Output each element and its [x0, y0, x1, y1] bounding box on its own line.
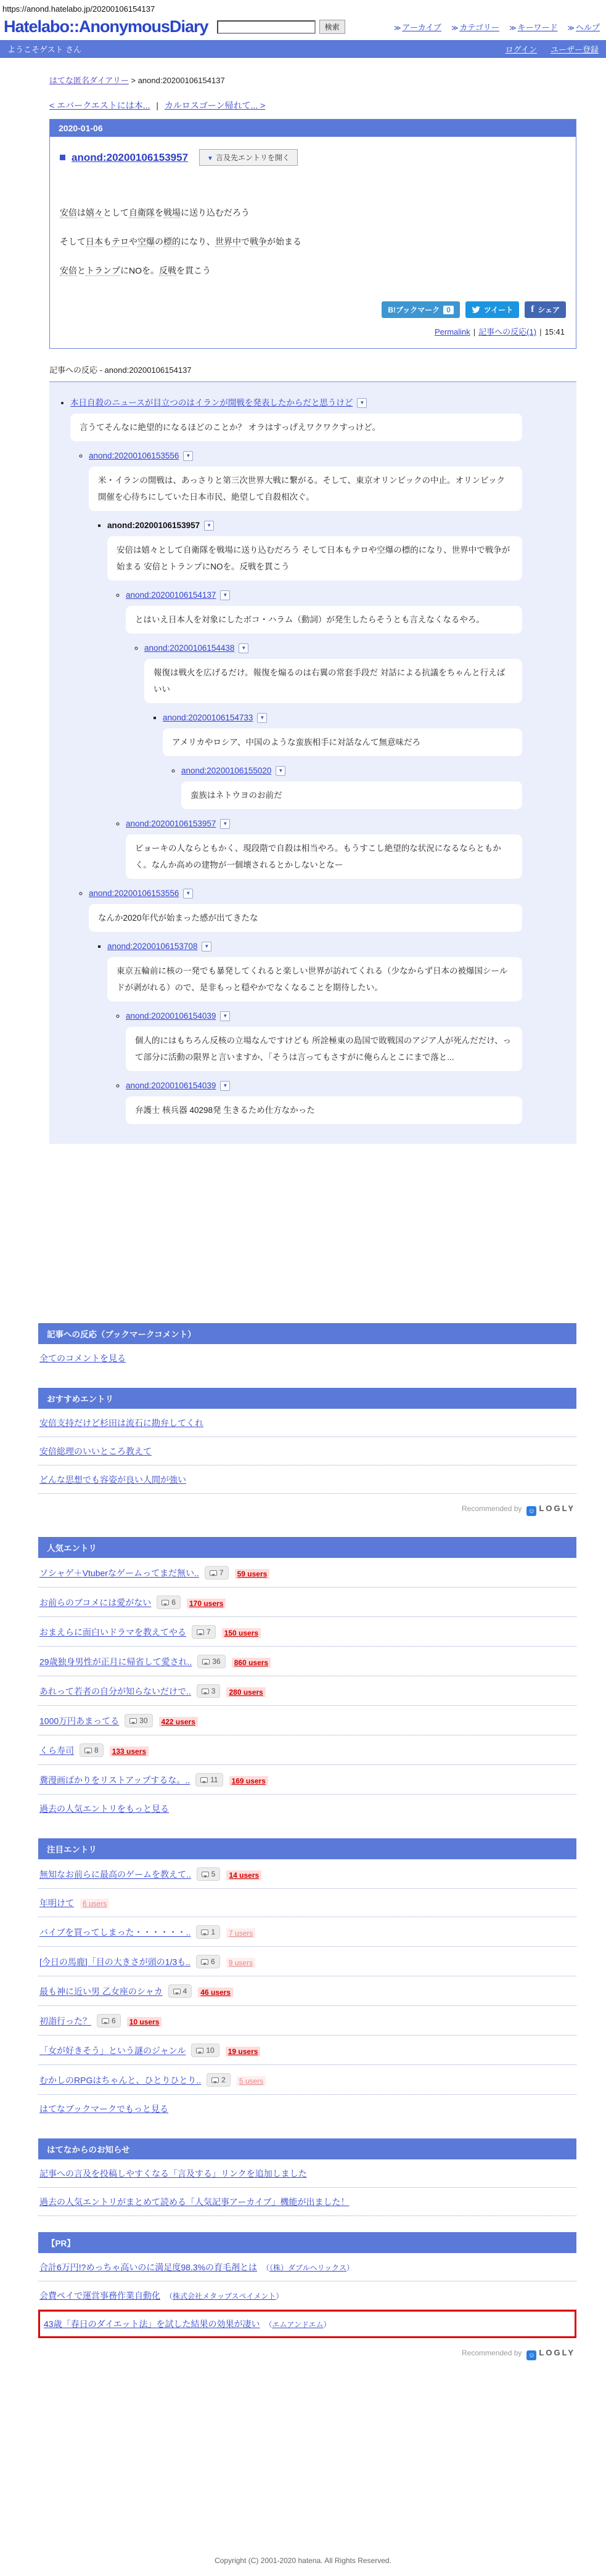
logly-brand: LOGLY: [539, 1504, 575, 1513]
notice-link[interactable]: 過去の人気エントリがまとめて読める「人気記事アーカイブ」機能が出ました！: [39, 2197, 350, 2207]
popular-entry-link[interactable]: おまえらに面白いドラマを教えてやる: [39, 1627, 186, 1637]
pr-entry-link[interactable]: 43歳「春日のダイエット法」を試した結果の効果が凄い: [44, 2319, 260, 2329]
next-entry-link[interactable]: カルロスゴーン帰れて... >: [164, 100, 266, 110]
reaction-node: [70, 396, 571, 1124]
dropdown-toggle-icon[interactable]: ▼: [220, 590, 230, 600]
keyword-link[interactable]: 反戦: [159, 266, 176, 275]
pr-list: [38, 2253, 576, 2338]
permalink-link[interactable]: Permalink: [434, 327, 470, 336]
share-label: シェア: [538, 306, 560, 314]
recommended-by-label: Recommended by: [462, 2349, 522, 2357]
users-count-badge[interactable]: 150 users: [222, 1628, 261, 1638]
notice-link[interactable]: 記事への言及を投稿しやすくなる「言及する」リンクを追加しました: [39, 2169, 307, 2179]
reaction-body: 蛮族はネトウヨのお前だ: [181, 781, 522, 809]
reaction-body: 東京五輪前に核の一発でも暴発してくれると楽しい世界が訪れてくれる（少なからず日本の被爆国シールドが剥がれる）ので、是非もっと穏やかでなくなることを期待したい。: [107, 957, 522, 1001]
entry-text: [60, 206, 566, 277]
comment-count: 6: [211, 1957, 215, 1966]
reaction-entry-link[interactable]: 本日自殺のニュースが目立つのはイランが開戦を発表したからだと思うけど: [70, 398, 353, 407]
popular-more-row: [38, 1795, 576, 1822]
speech-bubble-icon: [129, 1718, 137, 1724]
pr-entry-link[interactable]: 合計6万円!?めっちゃ高いのに満足度98.3%の育毛剤とは: [39, 2262, 258, 2272]
breadcrumb-separator: >: [131, 76, 136, 85]
chevron-icon: ≫: [567, 25, 575, 32]
footer-copyright: Copyright (C) 2001-2020 hatena. All Rights Reserved.: [215, 2556, 391, 2565]
comment-count: 11: [210, 1775, 218, 1784]
speech-bubble-icon: [202, 1689, 209, 1694]
keyword-link[interactable]: 世界中: [215, 237, 241, 247]
bookmark-count: 0: [443, 306, 454, 314]
chevron-icon: ≫: [451, 25, 459, 32]
entry-title-link[interactable]: anond:20200106153957: [72, 151, 189, 163]
pr-entry-row: [38, 2253, 576, 2281]
pr-entry-row: [38, 2310, 576, 2338]
popular-entry-link[interactable]: くら寿司: [39, 1745, 74, 1756]
entry-time: 15:41: [544, 327, 565, 336]
pr-company: （エムアンドエム）: [264, 2320, 331, 2329]
comment-count-badge[interactable]: [197, 1867, 221, 1881]
reaction-entry-link[interactable]: anond:20200106153556: [89, 889, 179, 898]
keyword-link[interactable]: テロ: [112, 237, 129, 247]
reaction-node: [126, 1081, 571, 1124]
comment-count: 6: [171, 1598, 176, 1607]
featured-entry-row: [38, 1917, 576, 1947]
spacer: [0, 1144, 606, 1307]
popular-entry-row: [38, 1588, 576, 1617]
speech-bubble-icon: [210, 1570, 217, 1576]
breadcrumb-current: anond:20200106154137: [137, 76, 225, 85]
reaction-node: [126, 1011, 571, 1071]
pr-company-link[interactable]: （株）ダブルヘリックス: [269, 2264, 346, 2272]
top-nav: [394, 21, 600, 33]
popular-entry-row: [38, 1706, 576, 1735]
section-pr-header: 【PR】: [38, 2232, 576, 2253]
pr-entry-row: [38, 2281, 576, 2310]
logly-logo-icon: ☺: [526, 1506, 536, 1516]
logly-logo-icon: ☺: [526, 2350, 536, 2360]
recommend-entry-row: [38, 1465, 576, 1494]
pr-company: （株式会社メタップスペイメント）: [165, 2292, 284, 2301]
reaction-body: 報復は戦火を広げるだけ。報復を煽るのは右翼の常套手段だ 対話による抗議をちゃんと行えばいい: [144, 659, 522, 703]
dropdown-toggle-icon[interactable]: ▼: [220, 819, 230, 829]
users-count-badge[interactable]: 14 users: [226, 1870, 261, 1880]
entry-paragraph: 安倍は嬉々として自衛隊を戦場に送り込むだろう: [60, 208, 250, 218]
comment-count-badge[interactable]: [168, 1984, 192, 1998]
featured-more-row: [38, 2095, 576, 2122]
section-notice-header: はてなからのお知らせ: [38, 2138, 576, 2159]
speech-bubble-icon: [162, 1600, 169, 1605]
reaction-body: 米・イランの開戦は、あっさりと第三次世界大戦に繋がる。そして、東京オリンピックの中止。オリンピック開催を心待ちにしていた日本市民、絶望して自殺相次ぐ。: [89, 467, 522, 511]
featured-entry-link[interactable]: 年明けて: [39, 1898, 74, 1908]
separator: |: [539, 327, 542, 336]
notice-list: [38, 2159, 576, 2216]
open-referenced-entry-label: 言及先エントリを開く: [215, 153, 290, 162]
section-recommend-header: おすすめエントリ: [38, 1388, 576, 1409]
site-header: [0, 16, 606, 40]
chevron-icon: ≫: [393, 25, 401, 32]
section-featured-header: 注目エントリ: [38, 1838, 576, 1859]
separator: |: [473, 327, 476, 336]
entry-box: [49, 119, 576, 349]
reaction-node: [107, 942, 571, 1124]
recommended-by-label: Recommended by: [462, 1504, 522, 1513]
search-input[interactable]: [217, 20, 316, 34]
reaction-node: [181, 766, 571, 809]
spacer: [0, 2365, 606, 2550]
prev-entry-link[interactable]: < エバークエストには本...: [49, 100, 150, 110]
reaction-body: とはいえ日本人を対象にしたボコ・ハラム（動詞）が発生したらそうとも言えなくなるやろ。: [126, 606, 522, 634]
comment-count-badge[interactable]: [192, 1625, 216, 1639]
reactions-heading: 記事への反応 - anond:20200106154137: [49, 365, 192, 375]
dropdown-toggle-icon[interactable]: ▼: [276, 766, 285, 776]
keyword-link[interactable]: 戦争: [250, 237, 267, 247]
pr-company-link[interactable]: 株式会社メタップスペイメント: [173, 2292, 276, 2301]
reaction-entry-link[interactable]: anond:20200106153556: [89, 451, 179, 460]
reaction-body: アメリカやロシア、中国のような蛮族相手に対話なんて無意味だろ: [163, 728, 522, 756]
featured-entry-row: [38, 1859, 576, 1889]
comment-count: 3: [211, 1687, 216, 1695]
logly-brand: LOGLY: [539, 2348, 575, 2357]
featured-entry-row: [38, 2036, 576, 2065]
nav-help-label: ヘルプ: [575, 23, 600, 32]
speech-bubble-icon: [196, 2048, 203, 2053]
nav-help-link[interactable]: [567, 21, 600, 33]
breadcrumb: [49, 74, 576, 86]
comment-count: 8: [94, 1746, 99, 1755]
view-all-comments-row: [38, 1344, 576, 1372]
featured-entry-link[interactable]: 「女が好きそう」という謎のジャンル: [39, 2045, 186, 2056]
tweet-button[interactable]: [465, 301, 519, 318]
keyword-link[interactable]: 日本: [86, 237, 103, 247]
breadcrumb-site-link[interactable]: はてな匿名ダイアリー: [49, 76, 129, 85]
reaction-body: 安倍は嬉々として自衛隊を戦場に送り込むだろう そして日本もテロや空爆の標的になり、世界中で戦争が始まる 安倍とトランプにNOを。反戦を貫こう: [107, 536, 522, 581]
recommend-list: [38, 1409, 576, 1494]
facebook-share-button[interactable]: [525, 301, 566, 318]
speech-bubble-icon: [102, 2018, 109, 2024]
keyword-link[interactable]: 標的: [163, 237, 181, 247]
popular-entry-link[interactable]: 糞漫画ばかりをリストアップするな。..: [39, 1775, 190, 1785]
entry-footer-line: [60, 324, 566, 342]
speech-bubble-icon: [202, 1872, 209, 1877]
entry-paragraph: 安倍とトランプにNOを。反戦を貫こう: [60, 266, 211, 275]
comment-count: 7: [207, 1628, 211, 1636]
keyword-link[interactable]: 戦場: [163, 208, 181, 218]
speech-bubble-icon: [173, 1989, 181, 1994]
reaction-body: 個人的にはもちろん反核の立場なんですけども 所詮極東の島国で敗戦国のアジア人が死んだだけ、って部分に活動の限界と言いますか、「そうは言ってもさすがに俺らんとこにまで落と...: [126, 1027, 522, 1071]
entry-bullet-icon: [60, 155, 65, 160]
pr-entry-link[interactable]: 会費ペイで運営事務作業自動化: [39, 2291, 160, 2301]
users-count-badge[interactable]: 422 users: [159, 1717, 198, 1727]
hatena-bookmark-button[interactable]: [382, 301, 460, 318]
speech-bubble-icon: [197, 1629, 204, 1635]
reaction-node: [126, 819, 571, 879]
speech-bubble-icon: [84, 1748, 92, 1753]
dropdown-toggle-icon[interactable]: ▼: [183, 889, 193, 899]
welcome-bar: [0, 40, 606, 58]
reaction-entry-link[interactable]: anond:20200106153957: [126, 819, 216, 828]
featured-entry-link[interactable]: バイブを買ってしまった・・・・・・..: [39, 1927, 191, 1938]
reaction-entry-current: anond:20200106153957: [107, 521, 200, 530]
logly-credit: [38, 1494, 576, 1521]
popular-entry-row: [38, 1735, 576, 1765]
dropdown-toggle-icon[interactable]: ▼: [239, 643, 248, 653]
users-count-badge[interactable]: 59 users: [235, 1569, 270, 1579]
featured-list: [38, 1859, 576, 2095]
comment-count: 1: [211, 1928, 216, 1936]
featured-entry-row: [38, 2006, 576, 2036]
users-count-badge[interactable]: 46 users: [198, 1987, 233, 1997]
comment-count: 7: [219, 1568, 224, 1577]
section-popular-header: 人気エントリ: [38, 1537, 576, 1558]
comment-count-badge[interactable]: [191, 2044, 219, 2057]
entry-paragraph: そして日本もテロや空爆の標的になり、世界中で戦争が始まる: [60, 237, 301, 247]
reaction-node: [163, 713, 571, 809]
popular-entry-row: [38, 1617, 576, 1647]
chevron-icon: ≫: [509, 25, 517, 32]
popular-entry-row: [38, 1647, 576, 1676]
recommend-entry-row: [38, 1409, 576, 1437]
twitter-bird-icon: [472, 306, 480, 314]
users-count-badge[interactable]: 6 users: [80, 1899, 109, 1909]
tweet-label: ツイート: [483, 306, 514, 314]
welcome-text: ようこそゲスト さん: [7, 45, 82, 54]
featured-more-link[interactable]: はてなブックマークでもっと見る: [39, 2104, 169, 2114]
comment-count-badge[interactable]: [207, 2073, 231, 2087]
hatena-bookmark-label: B!ブックマーク: [388, 306, 440, 314]
speech-bubble-icon: [202, 1659, 210, 1665]
comment-count-badge[interactable]: [196, 1955, 220, 1968]
popular-entry-row: [38, 1765, 576, 1795]
keyword-link[interactable]: 空爆: [137, 237, 155, 247]
comment-count-badge[interactable]: [97, 2014, 121, 2028]
comment-count-badge[interactable]: [125, 1714, 152, 1727]
popular-list: [38, 1558, 576, 1795]
recommend-entry-link[interactable]: 安倍支持だけど杉田は流石に勘弁してくれ: [39, 1418, 203, 1428]
dropdown-toggle-icon[interactable]: ▼: [257, 713, 267, 723]
reaction-node: [144, 643, 571, 809]
comment-count-badge[interactable]: [157, 1596, 181, 1609]
recommend-entry-link[interactable]: どんな思想でも容姿が良い人間が強い: [39, 1475, 186, 1485]
comment-count-badge[interactable]: [205, 1566, 229, 1579]
featured-entry-link[interactable]: [今日の馬鹿]「目の大きさが頭の1/3も..: [39, 1957, 191, 1967]
popular-entry-link[interactable]: ソシャゲ＋Vtuberなゲームってまだ無い..: [39, 1568, 199, 1578]
popular-entry-link[interactable]: 1000万円あまってる: [39, 1716, 120, 1726]
speech-bubble-icon: [201, 1930, 208, 1935]
search-area: [217, 20, 345, 34]
users-count-badge[interactable]: 9 users: [226, 1958, 255, 1968]
reaction-entry-link[interactable]: anond:20200106155020: [181, 766, 272, 775]
dropdown-toggle-icon[interactable]: ▼: [220, 1011, 230, 1021]
nav-category-label: カテゴリー: [459, 23, 499, 32]
reaction-entry-link[interactable]: anond:20200106154733: [163, 713, 253, 722]
dropdown-toggle-icon[interactable]: ▼: [220, 1081, 230, 1091]
nav-archive-label: アーカイブ: [402, 23, 441, 32]
recommend-entry-link[interactable]: 安倍総理のいいところ教えて: [39, 1446, 152, 1456]
reaction-body: 弁護士 核兵器 40298発 生きるため仕方なかった: [126, 1096, 522, 1124]
entry-date[interactable]: 2020-01-06: [50, 120, 576, 137]
logly-credit: [38, 2338, 576, 2365]
notice-row: [38, 2159, 576, 2188]
users-count-badge[interactable]: 5 users: [237, 2076, 266, 2086]
comment-count-badge[interactable]: [196, 1925, 220, 1939]
reaction-node: [89, 451, 571, 879]
pr-company-link[interactable]: エムアンドエム: [272, 2320, 324, 2329]
reaction-body: なんか2020年代が始まった感が出てきたな: [89, 904, 522, 932]
featured-entry-link[interactable]: 最も神に近い男 乙女座のシャカ: [39, 1986, 163, 1997]
comment-count-badge[interactable]: [195, 1773, 223, 1787]
page-url-text: https://anond.hatelabo.jp/20200106154137: [2, 4, 155, 14]
pager-separator: |: [156, 100, 158, 110]
dropdown-toggle-icon[interactable]: ▼: [183, 451, 193, 461]
nav-keyword-link[interactable]: [509, 21, 558, 33]
comment-count: 2: [221, 2076, 226, 2084]
section-bookmark-comments-header: 記事への反応（ブックマークコメント）: [38, 1323, 576, 1344]
users-count-badge[interactable]: 133 users: [110, 1747, 149, 1756]
users-count-badge[interactable]: 860 users: [232, 1658, 271, 1668]
comment-count: 5: [211, 1870, 216, 1878]
keyword-link[interactable]: 嬉々: [86, 208, 103, 218]
open-referenced-entry-button[interactable]: [199, 149, 298, 166]
reaction-entry-link[interactable]: anond:20200106154137: [126, 590, 216, 600]
keyword-link[interactable]: 自衛隊: [129, 208, 155, 218]
users-count-badge[interactable]: 10 users: [127, 2017, 162, 2027]
speech-bubble-icon: [201, 1959, 208, 1965]
comment-count-badge[interactable]: [80, 1743, 104, 1757]
reaction-node: [89, 889, 571, 1124]
popular-entry-row: [38, 1558, 576, 1588]
popular-entry-link[interactable]: お前らのブコメには愛がない: [39, 1597, 152, 1608]
comment-count-badge[interactable]: [197, 1684, 221, 1698]
social-buttons: [60, 301, 566, 318]
comment-count-badge[interactable]: [197, 1655, 225, 1668]
search-button[interactable]: 検索: [319, 20, 345, 34]
keyword-link[interactable]: 安倍: [60, 266, 77, 275]
nav-archive-link[interactable]: [394, 21, 441, 33]
dropdown-toggle-icon[interactable]: ▼: [204, 521, 214, 531]
reaction-entry-link[interactable]: anond:20200106154039: [126, 1081, 216, 1090]
popular-entry-row: [38, 1676, 576, 1706]
comment-count: 4: [182, 1987, 187, 1995]
featured-entry-link[interactable]: 無知なお前らに最高のゲームを教えて..: [39, 1869, 191, 1880]
register-link[interactable]: ユーザー登録: [550, 45, 599, 54]
notice-row: [38, 2188, 576, 2216]
recommend-entry-row: [38, 1437, 576, 1465]
reaction-node: [107, 521, 571, 879]
dropdown-toggle-icon[interactable]: ▼: [202, 942, 211, 952]
featured-entry-row: [38, 1947, 576, 1976]
pr-company: （（株）ダブルヘリックス）: [262, 2264, 354, 2272]
comment-count: 10: [206, 2046, 215, 2055]
users-count-badge[interactable]: 7 users: [226, 1928, 255, 1938]
users-count-badge[interactable]: 280 users: [226, 1687, 265, 1697]
featured-entry-row: [38, 1976, 576, 2006]
reaction-body: ビョーキの人ならともかく、現段階で自殺は相当やろ。もうすこし絶望的な状況になるならともかく。なんか高めの建物が一個壊されるとかしないとなー: [126, 834, 522, 879]
users-count-badge[interactable]: 169 users: [229, 1776, 268, 1786]
entry-pager: [49, 99, 576, 112]
users-count-badge[interactable]: 19 users: [226, 2047, 261, 2056]
comment-count: 6: [112, 2016, 116, 2025]
speech-bubble-icon: [200, 1777, 208, 1783]
keyword-link[interactable]: 安倍: [60, 208, 77, 218]
reaction-entry-link[interactable]: anond:20200106153708: [107, 942, 198, 951]
reaction-node: [126, 590, 571, 809]
reaction-entry-link[interactable]: anond:20200106154438: [144, 643, 235, 653]
login-link[interactable]: ログイン: [505, 45, 537, 54]
featured-entry-row: [38, 2065, 576, 2095]
reaction-entry-link[interactable]: anond:20200106154039: [126, 1011, 216, 1021]
users-count-badge[interactable]: 170 users: [187, 1599, 226, 1608]
featured-entry-link[interactable]: むかしのRPGはちゃんと、ひとりひとり..: [39, 2075, 202, 2085]
comment-count: 30: [139, 1716, 148, 1725]
popular-entry-link[interactable]: 29歳独身男性が正月に帰省して愛され..: [39, 1657, 192, 1667]
triangle-down-icon: ▼: [207, 155, 213, 162]
reaction-body: 言うてそんなに絶望的になるほどのことか？ オラはすっげえワクワクすっけど。: [70, 414, 522, 441]
featured-entry-row: [38, 1889, 576, 1917]
keyword-link[interactable]: トランプ: [86, 266, 120, 275]
nav-keyword-label: キーワード: [517, 23, 558, 32]
speech-bubble-icon: [211, 2077, 219, 2083]
nav-category-link[interactable]: [451, 21, 499, 33]
popular-entry-link[interactable]: あれって若者の自分が知らないだけで..: [39, 1686, 191, 1697]
comment-count: 36: [212, 1657, 221, 1666]
view-all-comments-link[interactable]: 全てのコメントを見る: [39, 1353, 126, 1363]
facebook-f-icon: f: [531, 304, 534, 314]
popular-more-link[interactable]: 過去の人気エントリをもっと見る: [39, 1804, 169, 1814]
site-logo[interactable]: Hatelabo::AnonymousDiary: [4, 17, 208, 36]
reaction-tree: [49, 381, 576, 1144]
entry-reactions-link[interactable]: 記事への反応(1): [478, 327, 537, 336]
featured-entry-link[interactable]: 初詣行った？: [39, 2016, 91, 2026]
dropdown-toggle-icon[interactable]: ▼: [357, 398, 367, 408]
